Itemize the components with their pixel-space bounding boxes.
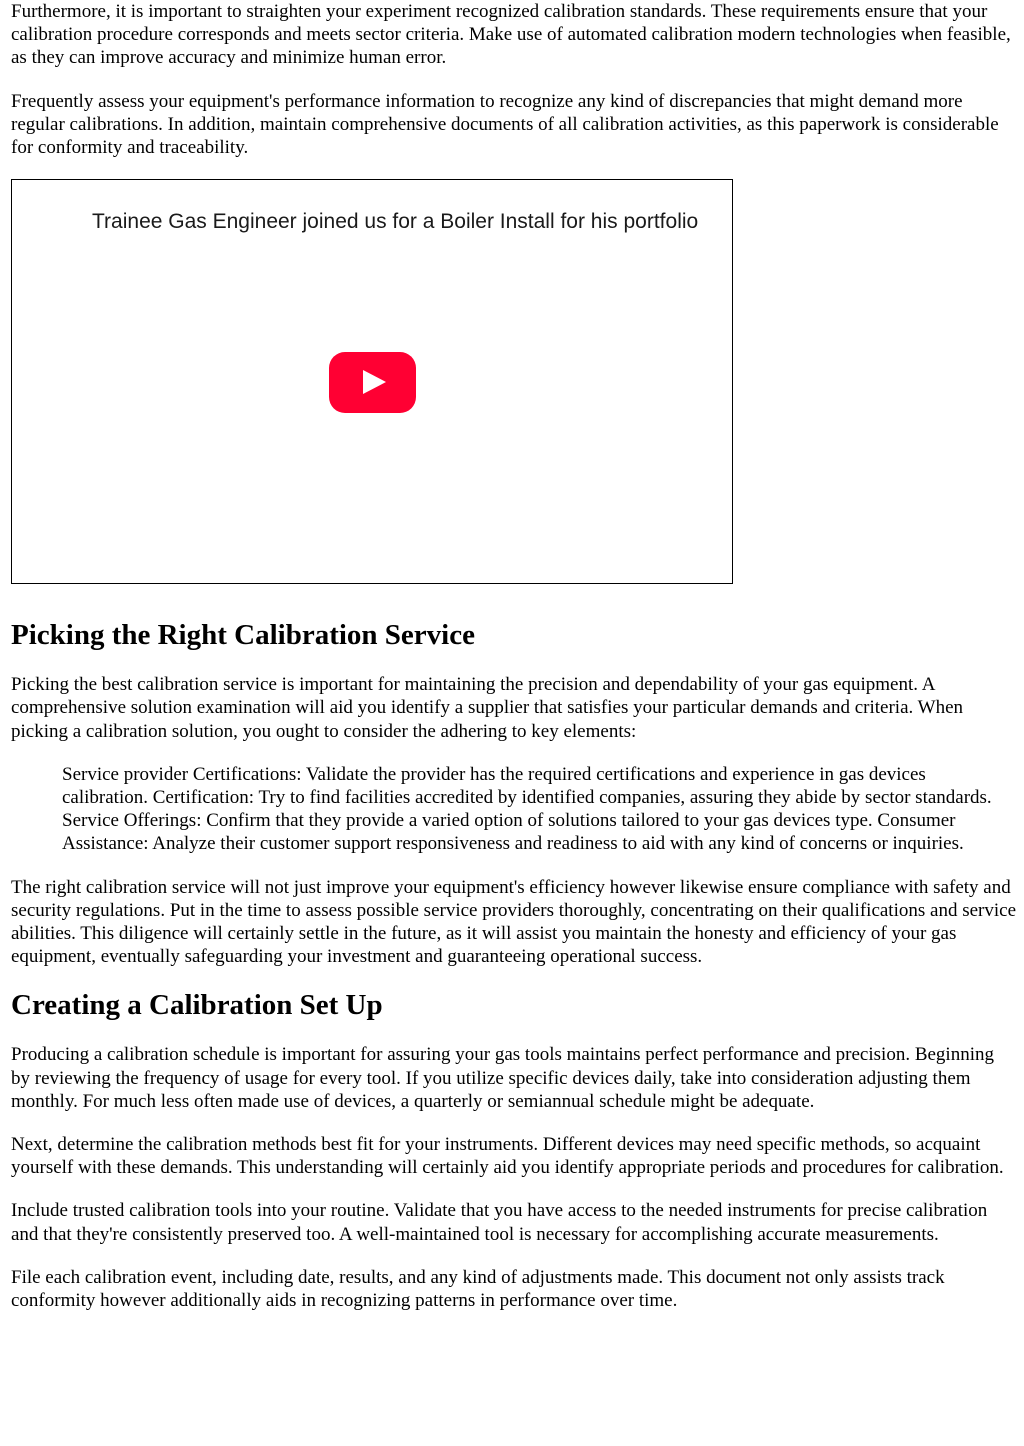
- section-heading-calibration-service: Picking the Right Calibration Service: [11, 619, 475, 652]
- video-title[interactable]: Trainee Gas Engineer joined us for a Boiler Install for his portfolio: [92, 210, 699, 234]
- paragraph-schedule-frequency: Producing a calibration schedule is important for assuring your gas tools maintains perfect performance and precision. Beginning by reviewing the frequency of usage for every tool. If you utilize specific devices daily, take into consideration adjusting them monthly. For much less often made use of devices, a quarterly or semiannual schedule might be adequate.: [11, 1044, 994, 1112]
- paragraph-service-closing: The right calibration service will not just improve your equipment's efficiency however likewise ensure compliance with safety and security regulations. Put in the time to assess possible service providers thoroughly, concentrating on their qualifications and service abilities. This diligence will certainly settle in the future, as it will assist you maintain the honesty and efficiency of your gas equipment, eventually safeguarding your investment and guaranteeing operational success.: [11, 876, 1016, 968]
- paragraph-schedule-methods: Next, determine the calibration methods best fit for your instruments. Different devices may need specific methods, so acquaint yourself with these demands. This understanding will certainly aid you identify appropriate periods and procedures for calibration.: [11, 1134, 1004, 1179]
- paragraph-performance-review: Frequently assess your equipment's performance information to recognize any kind of discrepancies that might demand more regular calibrations. In addition, maintain comprehensive documents of all calibration activities, as this paperwork is considerable for conformity and traceability.: [11, 90, 999, 159]
- service-criteria-quote: Service provider Certifications: Validate the provider has the required certifications and experience in gas devices calibration. Certification: Try to find facilities accredited by identified companies, assuring they abide by sector standards. Service Offerings: Confirm that they provide a varied option of solutions tailored to your gas devices type. Consumer Assistance: Analyze their customer support responsiveness and readiness to aid with any kind of concerns or inquiries.: [62, 763, 992, 855]
- paragraph-service-intro: Picking the best calibration service is important for maintaining the precision and dependability of your gas equipment. A comprehensive solution examination will aid you identify a supplier that satisfies your particular demands and criteria. When picking a calibration solution, you ought to consider the adhering to key elements:: [11, 674, 964, 742]
- play-triangle-icon: [363, 370, 386, 394]
- paragraph-schedule-records: File each calibration event, including date, results, and any kind of adjustments made. This document not only assists track conformity however additionally aids in recognizing patterns in performance over time.: [11, 1266, 945, 1312]
- paragraph-schedule-tools: Include trusted calibration tools into your routine. Validate that you have access to the needed instruments for precise calibration and that they're consistently preserved too. A well-maintained tool is necessary for accomplishing accurate measurements.: [11, 1200, 988, 1245]
- section-heading-calibration-schedule: Creating a Calibration Set Up: [11, 989, 383, 1022]
- embedded-video[interactable]: [11, 179, 733, 584]
- paragraph-calibration-standards: Furthermore, it is important to straighten your experiment recognized calibration standards. These requirements ensure that your calibration procedure corresponds and meets sector criteria. Make use of automated calibration modern technologies when feasible, as they can improve accuracy and minimize human error.: [11, 1, 1011, 69]
- youtube-play-icon[interactable]: [329, 352, 416, 413]
